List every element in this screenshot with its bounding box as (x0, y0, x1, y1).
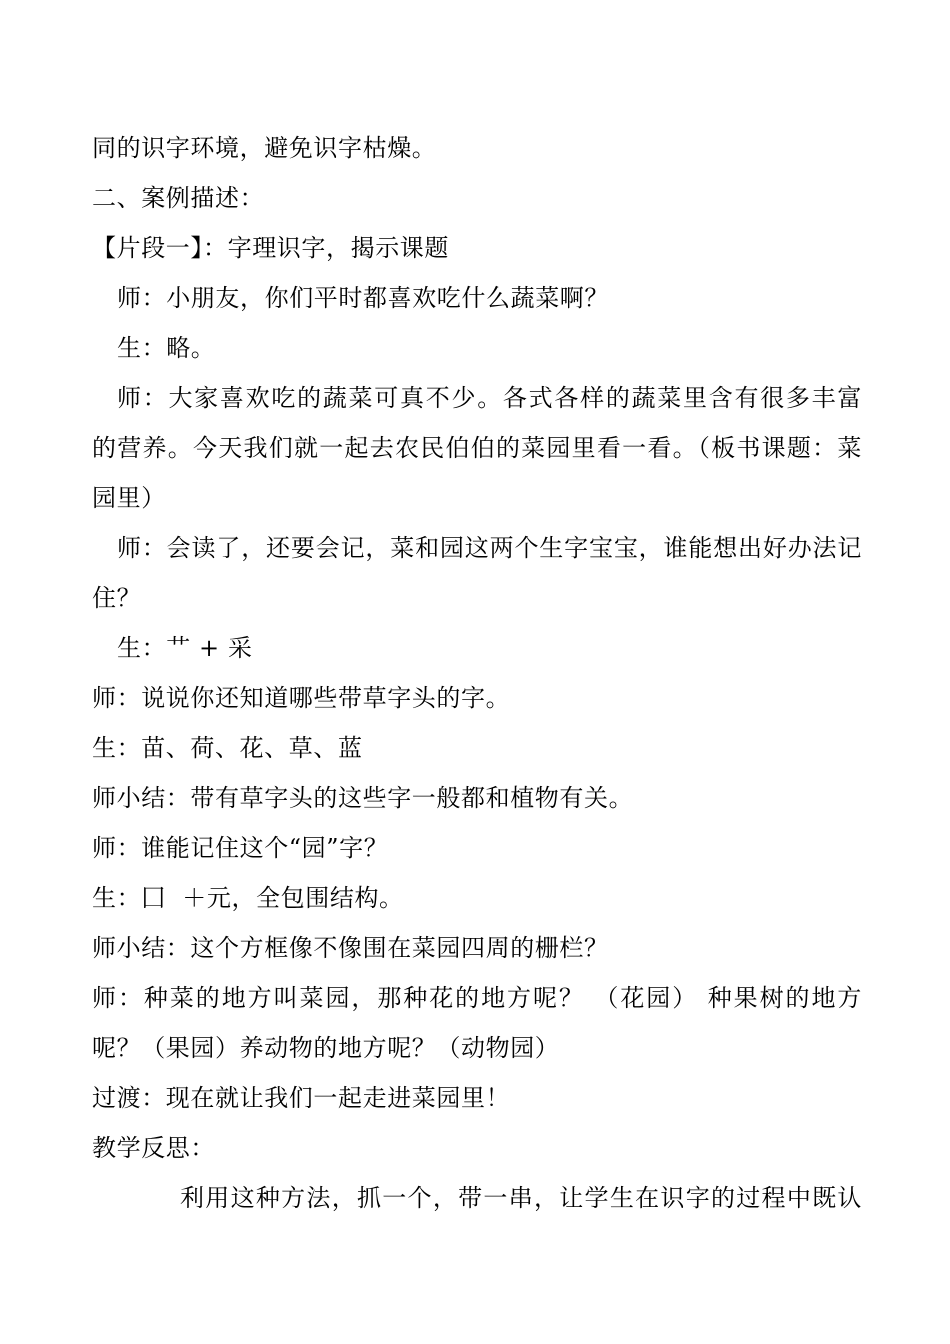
dialogue-line: 生：囗 ＋元，全包围结构。 (92, 884, 404, 912)
summary-line: 师小结：带有草字头的这些字一般都和植物有关。 (92, 784, 634, 812)
dialogue-line: 生：艹 + 采 (117, 634, 253, 662)
text-line: 同的识字环境，避免识字枯燥。 (92, 134, 437, 162)
dialogue-line: 呢？（果园）养动物的地方呢？（动物园） (92, 1034, 560, 1062)
dialogue-line: 师：说说你还知道哪些带草字头的字。 (92, 684, 511, 712)
transition-line: 过渡：现在就让我们一起走进菜园里！ (92, 1084, 511, 1112)
dialogue-line: 生：苗、荷、花、草、蓝 (92, 734, 363, 762)
summary-line: 师小结：这个方框像不像围在菜园四周的栅栏？ (92, 934, 609, 962)
segment-heading: 【片段一】：字理识字，揭示课题 (92, 234, 449, 262)
dialogue-line: 师：小朋友，你们平时都喜欢吃什么蔬菜啊？ (117, 284, 609, 312)
dialogue-line: 师：谁能记住这个“园”字？ (92, 834, 389, 862)
dialogue-line: 住？ (92, 584, 142, 612)
reflection-heading: 教学反思： (92, 1134, 215, 1162)
dialogue-line: 师：种菜的地方叫菜园，那种花的地方呢？ （花园） 种果树的地方 (92, 984, 862, 1012)
dialogue-line: 师：大家喜欢吃的蔬菜可真不少。各式各样的蔬菜里含有很多丰富 (117, 384, 862, 412)
dialogue-line: 的营养。今天我们就一起去农民伯伯的菜园里看一看。（板书课题：菜 (92, 434, 862, 462)
section-heading: 二、案例描述： (92, 184, 265, 212)
reflection-text: 利用这种方法，抓一个，带一串，让学生在识字的过程中既认 (180, 1184, 862, 1212)
dialogue-line: 生：略。 (117, 334, 216, 362)
dialogue-line: 师：会读了，还要会记，菜和园这两个生字宝宝，谁能想出好办法记 (117, 534, 862, 562)
dialogue-line: 园里） (92, 484, 166, 512)
